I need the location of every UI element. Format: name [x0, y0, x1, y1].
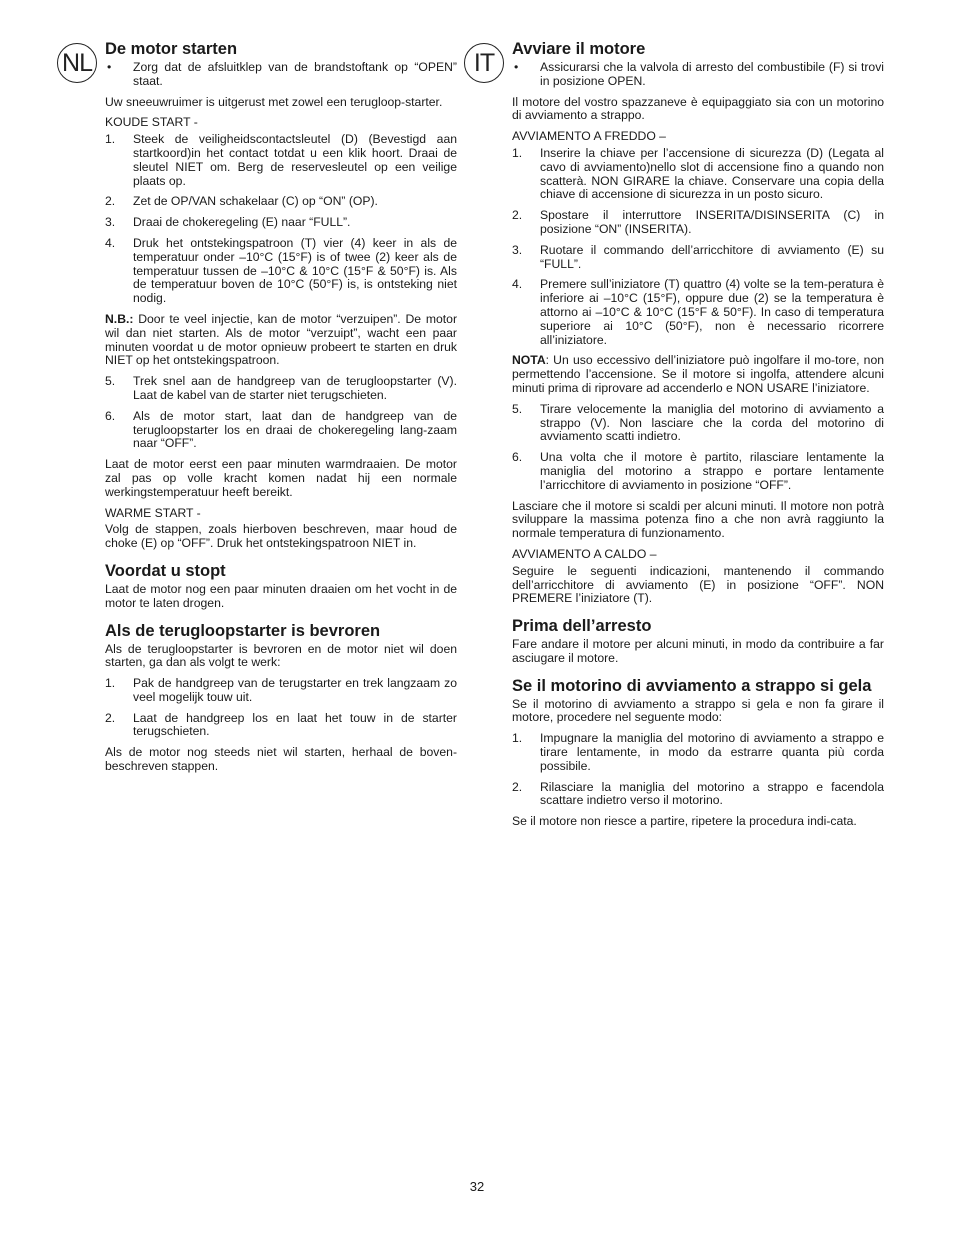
steps-list-frozen	[512, 732, 884, 808]
list-item: 2. Spostare il interruttore INSERITA/DISINSERITA (C) in posizione “ON” (INSERITA).	[512, 208, 884, 236]
section-heading-frozen-starter: Se il motorino di avviamento a strappo si gela	[512, 676, 872, 695]
section-heading-before-stop: Prima dell’arresto	[512, 617, 652, 636]
column-dutch	[105, 40, 457, 781]
note-paragraph: N.B.: Door te veel injectie, kan de motor “verzuipen”. De motor wil dan niet starten. Als de motor “verzuipt”, wacht een paar minuten voordat u de motor opnieuw probeert te starten en druk NIET op het ontstekingspatroon.	[105, 311, 457, 368]
paragraph: Laat de motor nog een paar minuten draaien om het vocht in de motor te laten drogen.	[105, 581, 457, 610]
list-item: 1. Impugnare la maniglia del motorino di avviamento a strappo e tirare lentamente, in modo da estrarre quanta più corda possibile.	[512, 731, 884, 773]
subheading-warm-start: AVVIAMENTO A CALDO –	[512, 546, 657, 561]
list-item: 4. Druk het ontstekingspatroon (T) vier (4) keer in als de temperatuur onder –10°C (15°F) is of twee (2) keer als de temperatuur tussen de –10°C & 10°C (15°F & 50°F) is. Als de temperatuur boven de 10°C (50°F) is, is ontsteking niet nodig.	[105, 235, 457, 306]
list-item: 6. Als de motor start, laat dan de handgreep van de terugloopstarter los en draai de chokeregeling lang-zaam naar “OFF”.	[105, 408, 457, 451]
bullet-list	[105, 61, 457, 89]
paragraph: Fare andare il motore per alcuni minuti, in modo da contribuire a far asciugare il motore.	[512, 637, 884, 665]
list-item: 2. Zet de OP/VAN schakelaar (C) op “ON” (OP).	[105, 194, 378, 209]
paragraph: Volg de stappen, zoals hierboven beschreven, maar houd de choke (E) op “OFF”. Druk het ontstekingspatroon NIET in.	[105, 522, 457, 551]
paragraph: Seguire le seguenti indicazioni, mantenendo il commando dell’arricchitore di avviamento (E) in posizione “OFF”. NON PREMERE l’iniziatore (T).	[512, 563, 884, 606]
paragraph: Il motore del vostro spazzaneve è equipaggiato sia con un motorino di avviamento a strappo.	[512, 94, 884, 123]
subheading-warm-start: WARME START -	[105, 505, 201, 520]
paragraph: Lasciare che il motore si scaldi per alcuni minuti. Il motore non potrà sviluppare la massima potenza fino a che non avrà raggiunto la normale temperatura di funzionamento.	[512, 498, 884, 541]
note-paragraph: NOTA: Un uso eccessivo dell’iniziatore può ingolfare il mo-tore, non permettendo l’accensione. Se il motore si ingolfa, attendere alcuni minuti prima di riprovare ad accenderlo e NON USARE l’iniziatore.	[512, 353, 884, 395]
section-heading-frozen-starter: Als de terugloopstarter is bevroren	[105, 621, 381, 640]
list-item: 1. Pak de handgreep van de terugstarter en trek langzaam zo veel mogelijk touw uit.	[105, 676, 457, 704]
section-heading-before-stop: Voordat u stopt	[105, 561, 226, 580]
paragraph: Uw sneeuwruimer is uitgerust met zowel een terugloop-starter.	[105, 94, 443, 109]
list-item: 6. Una volta che il motore è partito, rilasciare lentamente la maniglia del motorino a strappo e portare lentamente l’arricchitore di avviamento in posizione “OFF”.	[512, 450, 884, 492]
list-item: 2. Laat de handgreep los en laat het touw in de starter terugschieten.	[105, 710, 457, 739]
list-item: 3. Ruotare il commando dell’arricchitore di avviamento (E) su “FULL”.	[512, 242, 884, 271]
bullet-list	[512, 61, 884, 89]
page-number: 32	[469, 1179, 485, 1194]
steps-list-continue	[105, 375, 457, 451]
list-item: 5. Tirare velocemente la maniglia del motorino di avviamento a strappo (V). Non lasciare che la corda del motorino di avviamento scatti indietro.	[512, 401, 884, 444]
list-item: 1. Steek de veiligheidscontactsleutel (D) (Bevestigd aan startkoord)in het contact totdat u een klik hoort. Draai de sleutel NIET om. Berg de reservesleutel op een veilige plaats op.	[105, 132, 457, 188]
paragraph: Als de motor nog steeds niet wil starten, herhaal de boven-beschreven stappen.	[105, 745, 457, 774]
paragraph: Laat de motor eerst een paar minuten warmdraaien. De motor zal pas op volle kracht komen nadat hij een normale werkingstemperatuur heeft bereikt.	[105, 457, 457, 499]
list-item: 2. Rilasciare la maniglia del motorino a strappo e facendola scattare indietro verso il motorino.	[512, 779, 884, 808]
steps-list-cold-start	[512, 147, 884, 347]
steps-list-frozen	[105, 677, 457, 739]
language-badge-nl: NL	[57, 43, 97, 83]
paragraph: Als de terugloopstarter is bevroren en de motor niet wil doen starten, ga dan als volgt te werk:	[105, 641, 457, 670]
language-badge-it: IT	[464, 43, 504, 83]
list-item: • Assicurarsi che la valvola di arresto del combustibile (F) si trovi in posizione OPEN.	[514, 60, 884, 88]
list-item: 4. Premere sull’iniziatore (T) quattro (4) volte se la tem-peratura è inferiore ai –10°C (15°F), oppure due (2) se la temperatura è attorno ai –10°C & 10°C (15°F & 50°F). In caso di temperatura superiore ai 10°C (50°F), non è necessario ricorrere all’iniziatore.	[512, 277, 884, 347]
paragraph: Se il motore non riesce a partire, ripetere la procedura indi-cata.	[512, 814, 857, 829]
steps-list-cold-start	[105, 133, 457, 306]
column-italian	[512, 40, 884, 836]
section-heading-start-motor: De motor starten	[105, 40, 238, 58]
list-item: 3. Draai de chokeregeling (E) naar “FULL”.	[105, 215, 351, 230]
subheading-cold-start: AVVIAMENTO A FREDDO –	[512, 129, 666, 144]
paragraph: Se il motorino di avviamento a strappo si gela e non fa girare il motore, procedere nel seguente modo:	[512, 696, 884, 725]
list-item: • Zorg dat de afsluitklep van de brandstoftank op “OPEN” staat.	[107, 60, 457, 88]
subheading-cold-start: KOUDE START -	[105, 115, 198, 130]
list-item: 5. Trek snel aan de handgreep van de terugloopstarter (V). Laat de kabel van de starter niet terugschieten.	[105, 374, 457, 402]
list-item: 1. Inserire la chiave per l’accensione di sicurezza (D) (Legata al cavo di avviamento)nello slot di accensione fino a quando non scatterà. NON GIRARE la chiave. Conservare una copia della chiave di accensione di sicurezza in un posto sicuro.	[512, 145, 884, 202]
steps-list-continue	[512, 403, 884, 493]
section-heading-start-motor: Avviare il motore	[512, 40, 646, 58]
